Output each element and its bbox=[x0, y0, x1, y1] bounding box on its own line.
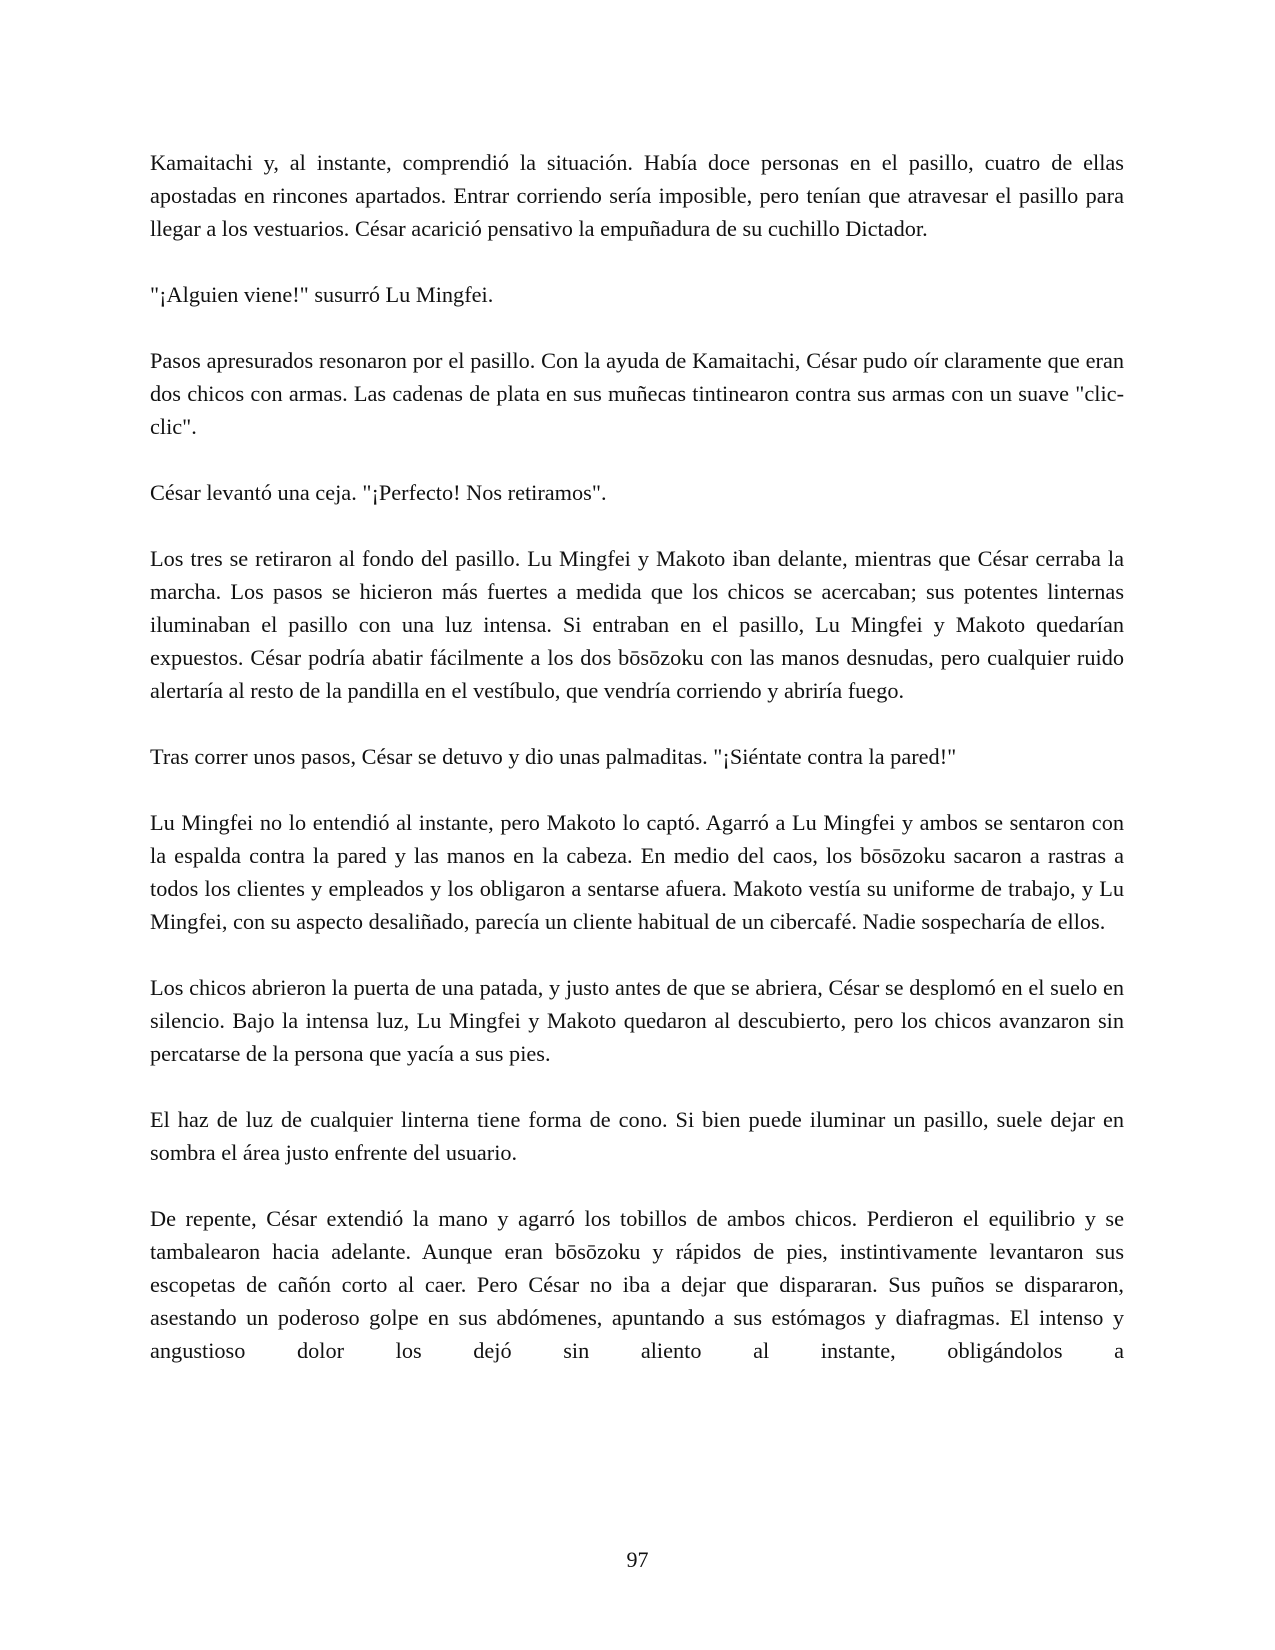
paragraph: César levantó una ceja. "¡Perfecto! Nos retiramos". bbox=[150, 480, 607, 505]
body-text bbox=[150, 146, 1124, 1400]
paragraph: Los tres se retiraron al fondo del pasillo. Lu Mingfei y Makoto iban delante, mientras que César cerraba la marcha. Los pasos se hicieron más fuertes a medida que los chicos se acercaban; sus potentes linternas iluminaban el pasillo con una luz intensa. Si entraban en el pasillo, Lu Mingfei y Makoto quedarían expuestos. César podría abatir fácilmente a los dos bōsōzoku con las manos desnudas, pero cualquier ruido alertaría al resto de la pandilla en el vestíbulo, que vendría corriendo y abriría fuego. bbox=[150, 546, 1124, 703]
paragraph: Los chicos abrieron la puerta de una patada, y justo antes de que se abriera, César se desplomó en el suelo en silencio. Bajo la intensa luz, Lu Mingfei y Makoto quedaron al descubierto, pero los chicos avanzaron sin percatarse de la persona que yacía a sus pies. bbox=[150, 975, 1124, 1066]
paragraph: El haz de luz de cualquier linterna tiene forma de cono. Si bien puede iluminar un pasillo, suele dejar en sombra el área justo enfrente del usuario. bbox=[150, 1107, 1124, 1165]
page-number: 97 bbox=[626, 1547, 649, 1572]
paragraph: Pasos apresurados resonaron por el pasillo. Con la ayuda de Kamaitachi, César pudo oír claramente que eran dos chicos con armas. Las cadenas de plata en sus muñecas tintinearon contra sus armas con un suave "clic-clic". bbox=[150, 348, 1124, 439]
paragraph: De repente, César extendió la mano y agarró los tobillos de ambos chicos. Perdieron el equilibrio y se tambalearon hacia adelante. Aunque eran bōsōzoku y rápidos de pies, instintivamente levantaron sus escopetas de cañón corto al caer. Pero César no iba a dejar que dispararan. Sus puños se dispararon, asestando un poderoso golpe en sus abdómenes, apuntando a sus estómagos y diafragmas. El intenso y angustioso dolor los dejó sin aliento al instante, obligándolos a bbox=[150, 1206, 1124, 1363]
paragraph: Kamaitachi y, al instante, comprendió la situación. Había doce personas en el pasillo, cuatro de ellas apostadas en rincones apartados. Entrar corriendo sería imposible, pero tenían que atravesar el pasillo para llegar a los vestuarios. César acarició pensativo la empuñadura de su cuchillo Dictador. bbox=[150, 150, 1124, 241]
paragraph: "¡Alguien viene!" susurró Lu Mingfei. bbox=[150, 282, 494, 307]
paragraph: Lu Mingfei no lo entendió al instante, pero Makoto lo captó. Agarró a Lu Mingfei y ambos se sentaron con la espalda contra la pared y las manos en la cabeza. En medio del caos, los bōsōzoku sacaron a rastras a todos los clientes y empleados y los obligaron a sentarse afuera. Makoto vestía su uniforme de trabajo, y Lu Mingfei, con su aspecto desaliñado, parecía un cliente habitual de un cibercafé. Nadie sospecharía de ellos. bbox=[150, 810, 1124, 934]
paragraph: Tras correr unos pasos, César se detuvo y dio unas palmaditas. "¡Siéntate contra la pared!" bbox=[150, 744, 957, 769]
